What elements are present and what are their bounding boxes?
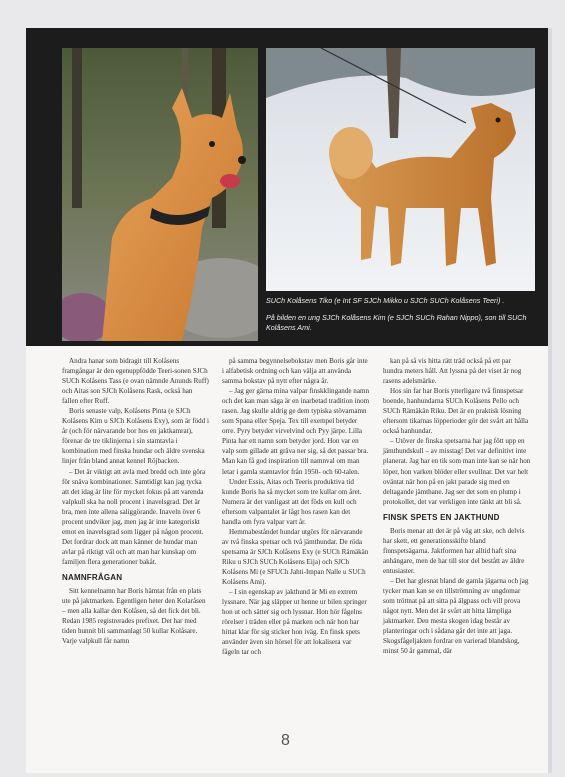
paragraph: Andra hanar som bidragit till Kolåsens framgångar är den egenuppfödde Teeri-sonen SJCh SUCh Kolåsens Tass (e ovan nämnde Anunds Ruff) och Aitas son SJCh Kolåsens Rask, också han fallen efter Ruff. xyxy=(62,357,209,406)
caption-kim: På bilden en ung SJCh Kolåsens Kim (e SJCh SUCh Rahan Nippo), son till SUCh Kolåsens Ami. xyxy=(266,312,527,332)
page-edge xyxy=(548,28,552,773)
text-column-1 xyxy=(62,356,210,646)
paragraph: Under Essis, Aitas och Teeris produktiva tid kunde Boris ha så mycket som tre kullar om året. Numera är det vanligast att det föds en kull och eftersom valpantalet är lågt hos rasen kan det handla om fyra valpar vart år. xyxy=(222,477,362,526)
text-column-3 xyxy=(383,356,531,656)
paragraph: Sitt kennelnamn har Boris hämtat från en plats ute på jaktmarken. Egentligen heter den Kolaråsen – men alla kallar den Kolåsen, så det fick det bli. Redan 1985 registrerades prefixet. Det har med tiden hunnit bli sammanlagt 50 kullar Kolåsare. Varje valpkull får namn xyxy=(62,587,206,646)
page-number: 8 xyxy=(281,732,290,749)
section-heading: NAMNFRÅGAN xyxy=(62,572,123,582)
paragraph: – I sin egenskap av jakthund är Mi en extrem lyssnare. När jag släpper ut henne ur bilen springer hon ut och sätter sig och lyssnar. Hon hör fågelns rörelser i träden eller på marken och när hon har hittat klar för sig sticker hon iväg. En finsk spets använder även sin hörsel för att lokalisera var fågeln tar och xyxy=(222,588,367,657)
caption-tiko: SUCh Kolåsens Tiko (e Int SF SJCh Mikko u SJCh SUCh Kolåsens Teeri) . xyxy=(266,296,505,305)
paragraph: Hos sin far har Boris ytterligare två finnspetsar boende, hanhundarna SUCh Kolåsens Pello och SUCh Rämäkän Riku. Det är en praktisk lösning eftersom tikarnas löpperioder gör det svårt att hålla också hanhundar. xyxy=(383,387,529,436)
paragraph: – Jag ger gärna mina valpar finskklingande namn och det kan man säga är en inarbetad tradition inom rasen. Jag skulle aldrig ge dem typiska stövarnamn som Spana eller Speja. Tex till exempel betyder orre. Pyry betyder virvelvind och Pyy järpe. Lilla Pinta har ett namn som betyder jord. Hon var en valp som gillade att gräva ner sig, så det passar bra. Man kan få god inspiration till namnval om man letar i gamla stamtavlor från 1950- och 60-talen. xyxy=(222,387,370,476)
paragraph: Boris senaste valp, Kolåsens Pinta (e SJCh Kolåsens Kim u SJCh Kolåsens Exy), som är född i år (och för närvarande bor hos en jaktkamrat), förenar de tre tiklinjerna i sin stamtavla i kombination med finska hundar och äldre svenska linjer från bland annat kennel Röjbacken. xyxy=(62,407,209,466)
text-column-2 xyxy=(222,356,370,657)
paragraph: på samma begynnelsebokstav men Boris går inte i alfabetisk ordning och kan välja att använda samma bokstav på nytt efter några år. xyxy=(222,357,368,386)
paragraph: – Det har glesnat bland de gamla jägarna och jag tycker man kan se en tillströmning av ungdomar som tröttnat på att sitta på älgpass och vill prova något nytt. Men det är svårt att hitta lämpliga jaktmarker. Den mesta skogen idag består av planteringar och i sådana går det inte att jaga. Skogsfågeljakten fordrar en varierad blandskog, minst 50 år gammal, där xyxy=(383,576,529,656)
photo-captions xyxy=(266,296,538,340)
section-heading: FINSK SPETS EN JAKTHUND xyxy=(383,512,500,522)
dog-in-snow-photo xyxy=(266,48,535,291)
paragraph: kan på så vis hitta rätt träd också på ett par hundra meters håll. Att lyssna på det viset är nog rasens adelsmärke. xyxy=(383,357,522,386)
paragraph: Boris menar att det är på väg att ske, och delvis har skett, ett generationsskifte bland finnspetsägarna. Jaktformen har alltid haft sina anhängare, men de har till stor del bestått av äldre entusiaster. xyxy=(383,526,525,575)
dog-portrait-photo xyxy=(62,48,258,341)
paragraph: Hemmabeståndet hundar utgörs för närvarande av två finska spetsar och två jämthundar. De röda spetsarna är SJCh Kolåsens Exy (e SUCh Rämäkän Riku u SJCh SUCh Kolåsens Eija) och SJCh Kolåsens Mi (e SFUCh Jahti-Impan Nalle u SUCh Kolåsens Ami). xyxy=(222,527,369,587)
paragraph: – Det är viktigt att avla med bredd och inte göra för snäva kombinationer. Samtidigt kan jag tycka att det idag är lite för mycket fokus på att varenda valpkull ska ha noll procent i inavelsgrad. Det är bra, men inte allena saliggörande. Inaveln över 6 procent undviker jag, men jag är inte kategoriskt emot en inavelsgrad som ligger på någon procent. Det fordrar dock att man känner de hundar man avlar på riktigt väl och att man har kunskap om familjen flera generationer bakåt. xyxy=(62,467,206,566)
paragraph: – Utöver de finska spetsarna har jag fött upp en jämthundskull – av misstag! Det var definitivt inte planerat. Jag har en tik som man inte kan se när hon löper, hon varken blöder eller svullnar. Det var helt oväntat när hon på en jakt parade sig med en deltagande jämthane. Jag ser det som en plump i protokollet, det var verkligen inte tänkt att bli så. xyxy=(383,437,531,506)
